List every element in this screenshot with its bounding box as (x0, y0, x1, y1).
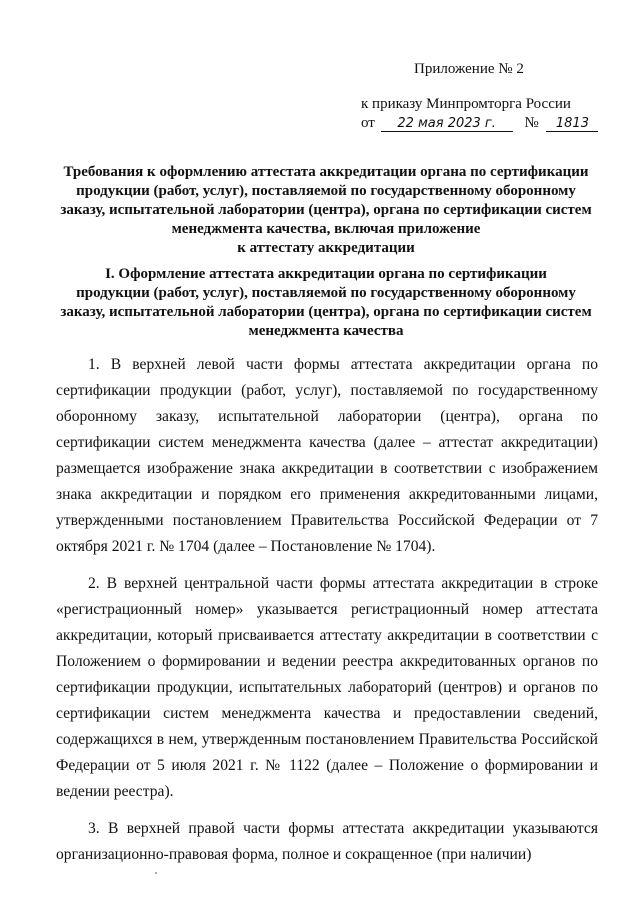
section-heading-line: продукции (работ, услуг), поставляемой по государственному оборонному (76, 285, 576, 301)
appendix-label: Приложение № 2 (414, 61, 524, 77)
section-heading-line: менеджмента качества (248, 323, 404, 339)
title-line: к аттестату аккредитации (237, 240, 415, 256)
title-line: менеджмента качества, включая приложение (171, 221, 481, 237)
handwritten-order-number: 1813 (546, 116, 598, 132)
date-prefix: от (361, 115, 375, 131)
number-prefix: № (524, 115, 539, 131)
section-heading (56, 265, 596, 341)
scan-speck (155, 872, 157, 874)
order-date-line (361, 115, 598, 132)
title-line: заказу, испытательной лаборатории (центра), органа по сертификации систем (60, 202, 592, 218)
paragraph-1: 1. В верхней левой части формы аттестата аккредитации органа по сертификации продукции (работ, услуг), поставляемой по государственному оборонному заказу, испытательной лаборатории (центра), органа по сертификации систем менеджмента качества (далее – аттестат аккредитации) размещается изображение знака аккредитации в соответствии с изображением знака аккредитации и порядком его применения аккредитованными лицами, утвержденными постановлением Правительства Российской Федерации от 7 октября 2021 г. № 1704 (далее – Постановление № 1704). (56, 356, 598, 555)
title-line: Требования к оформлению аттестата аккредитации органа по сертификации (63, 164, 589, 180)
title-line: продукции (работ, услуг), поставляемой по государственному оборонному (76, 183, 576, 199)
paragraph-3: 3. В верхней правой части формы аттестата аккредитации указываются организационно-правовая форма, полное и сокращенное (при наличии) (56, 820, 598, 863)
order-reference: к приказу Минпромторга России (361, 96, 571, 112)
paragraph-2: 2. В верхней центральной части формы аттестата аккредитации в строке «регистрационный номер» указывается регистрационный номер аттестата аккредитации, который присваивается аттестату аккредитации в соответствии с Положением о формировании и ведении реестра аккредитованных органов по сертификации продукции, испытательных лабораторий (центров) и органов по сертификации систем менеджмента качества и предоставлении сведений, содержащихся в нем, утвержденным постановлением Правительства Российской Федерации от 5 июля 2021 г. № 1122 (далее – Положение о формировании и ведении реестра). (56, 575, 598, 800)
document-title (56, 163, 596, 258)
body-text (56, 352, 598, 879)
handwritten-date: 22 мая 2023 г. (381, 116, 513, 132)
section-heading-line: I. Оформление аттестата аккредитации органа по сертификации (105, 266, 547, 282)
section-heading-line: заказу, испытательной лаборатории (центра), органа по сертификации систем (60, 304, 592, 320)
